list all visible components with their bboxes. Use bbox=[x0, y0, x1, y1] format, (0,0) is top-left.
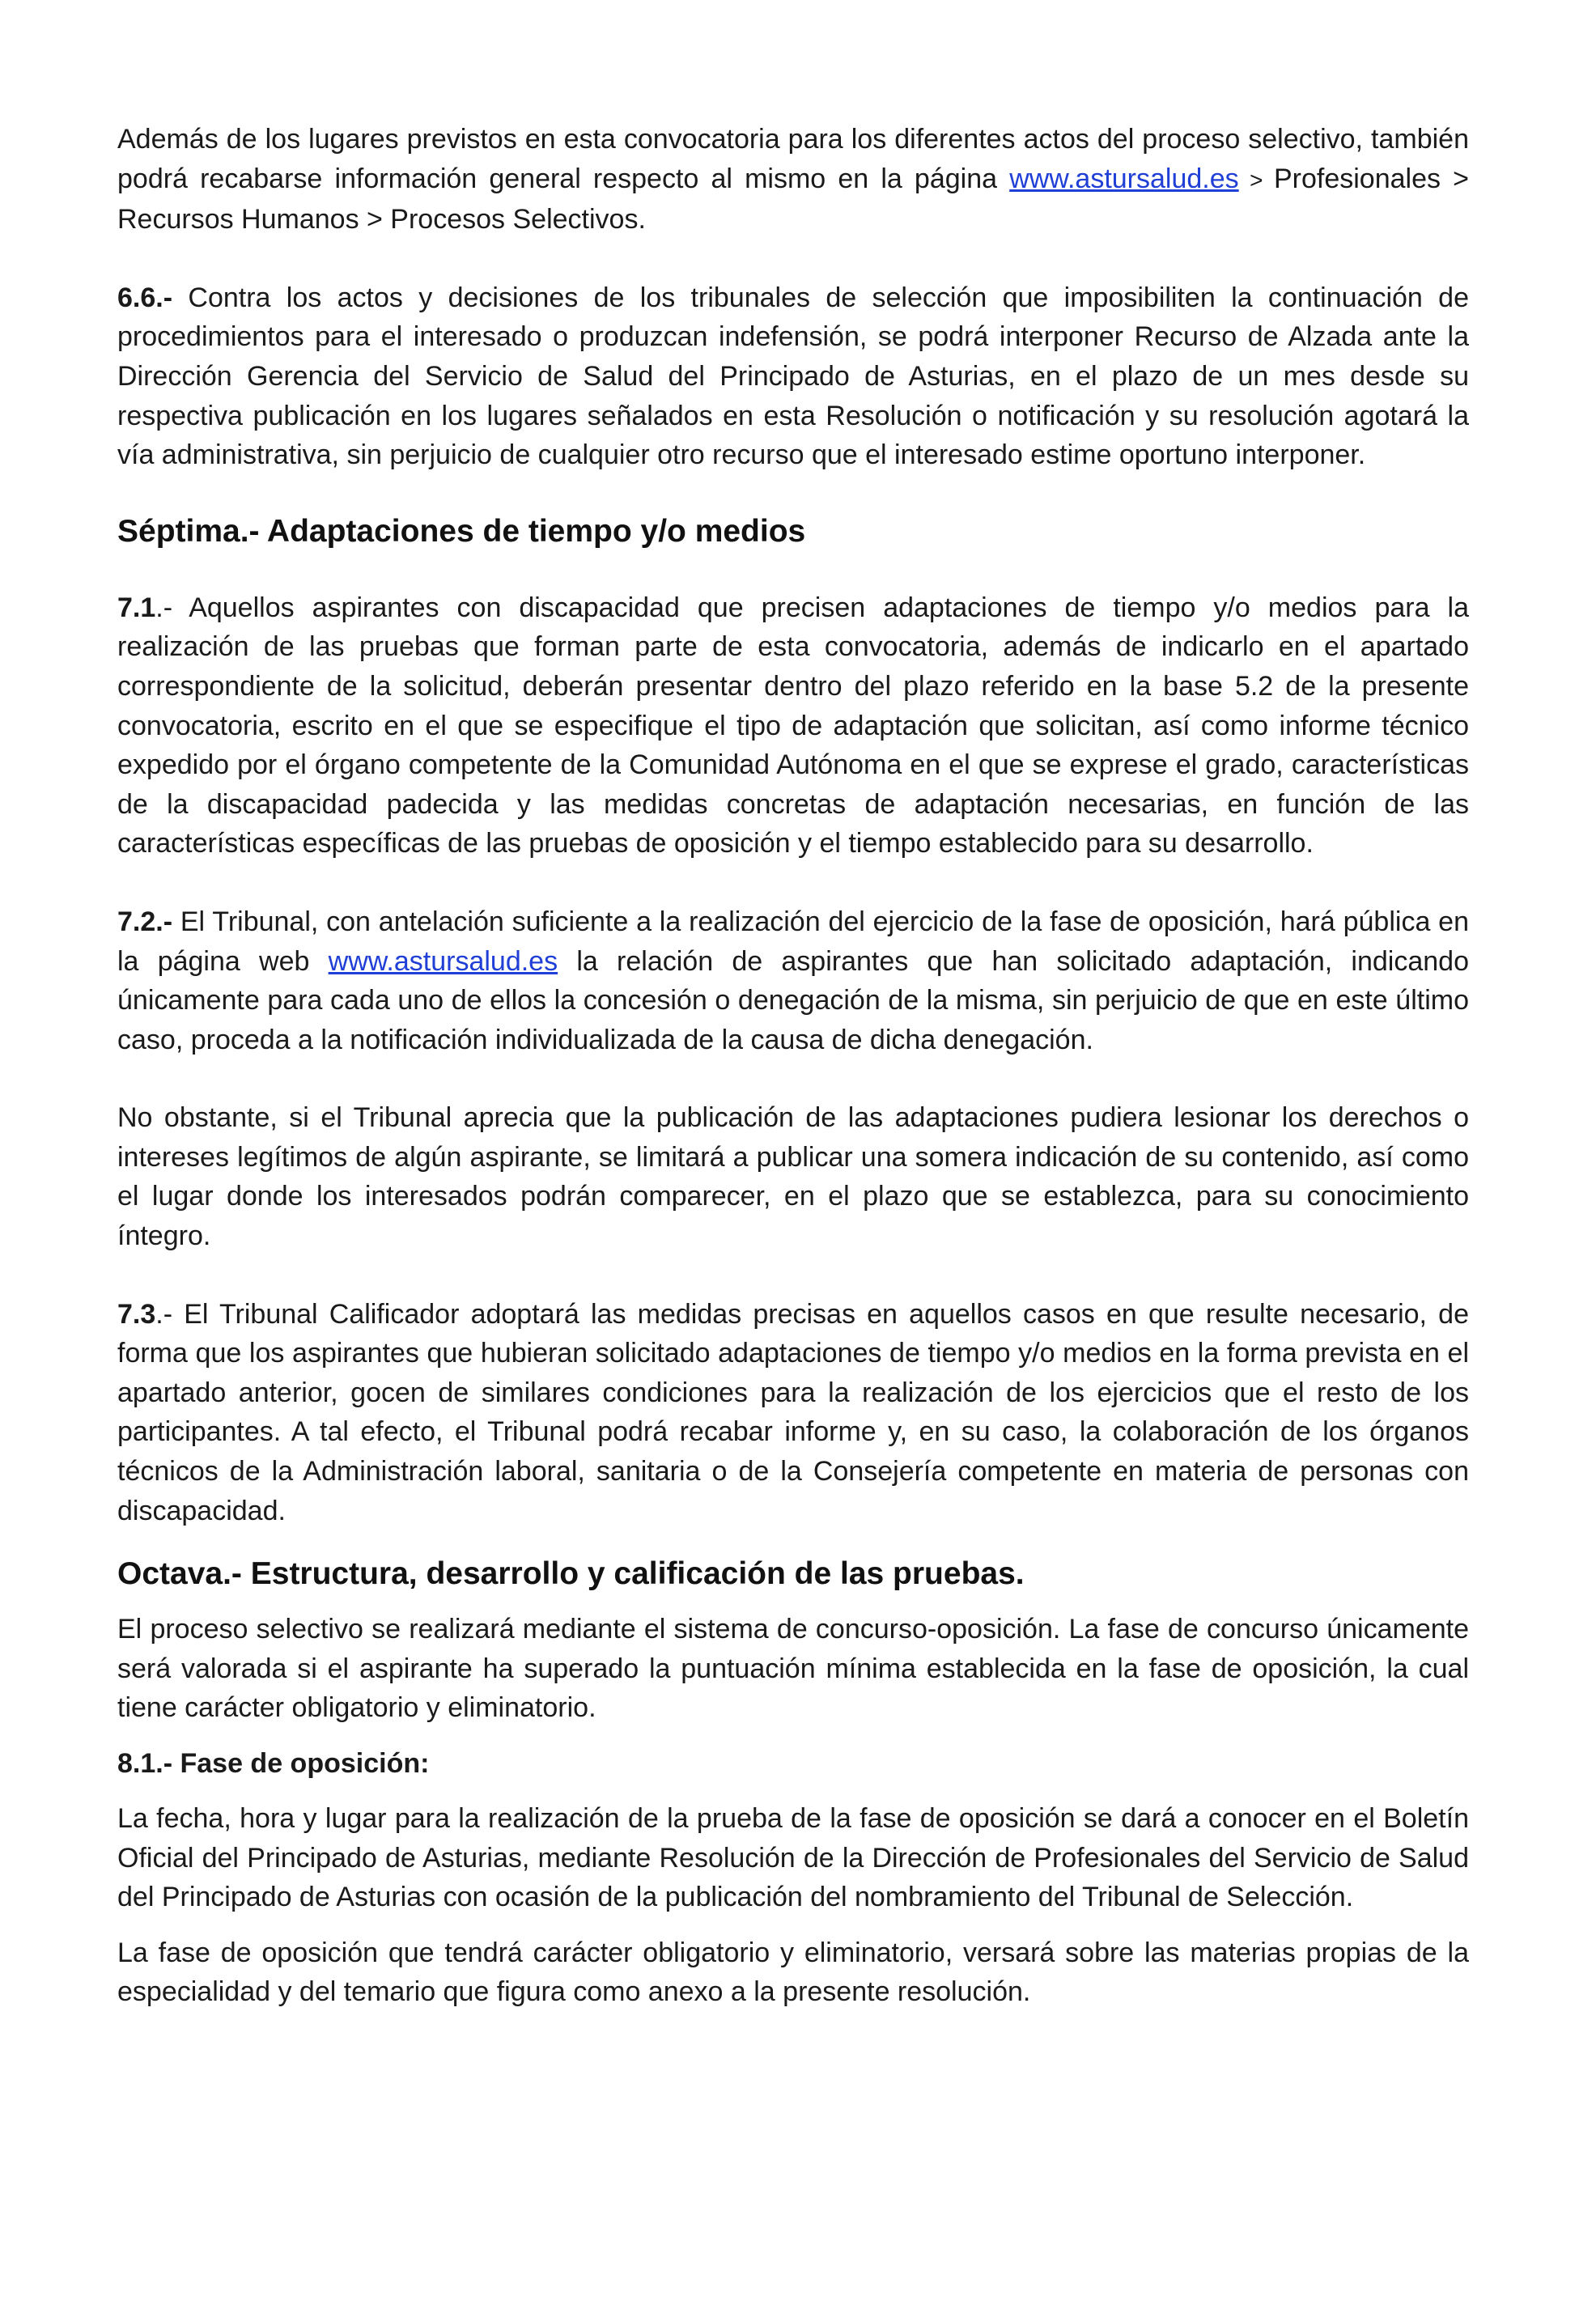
section-7-1-paragraph bbox=[117, 588, 1469, 864]
section-text: Contra los actos y decisiones de los tribunales de selección que imposibiliten la continuación de procedimientos para el interesado o produzcan indefensión, se podrá interponer Recurso de Alzada ante la Dirección Gerencia del Servicio de Salud del Principado de Asturias, en el plazo de un mes desde su respectiva publicación en los lugares señalados en esta Resolución o notificación y su resolución agotará la vía administrativa, sin perjuicio de cualquier otro recurso que el interesado estime oportuno interponer. bbox=[117, 282, 1469, 471]
astursalud-link[interactable]: www.astursalud.es bbox=[328, 945, 558, 977]
heading-octava: Octava.- Estructura, desarrollo y calificación de las pruebas. bbox=[117, 1556, 1025, 1592]
section-text-continued: la relación de aspirantes que han solicitado adaptación, indicando únicamente para cada uno de ellos la concesión o denegación de la misma, sin perjuicio de que en este último caso, proceda a la notificación individualizada de la causa de dicha denegación. bbox=[117, 945, 1469, 1055]
section-7-3-paragraph bbox=[117, 1295, 1469, 1531]
intro-paragraph bbox=[117, 120, 1469, 240]
intro-breadcrumb-text: Profesionales > Recursos Humanos > Procesos Selectivos. bbox=[117, 163, 1469, 236]
section-text: El Tribunal, con antelación suficiente a la realización del ejercicio de la fase de oposición, hará pública en la página web bbox=[117, 906, 1469, 977]
octava-paragraph: El proceso selectivo se realizará mediante el sistema de concurso-oposición. La fase de concurso únicamente será valorada si el aspirante ha superado la puntuación mínima establecida en la fase de oposición, la cual tiene carácter obligatorio y eliminatorio. bbox=[117, 1614, 1469, 1724]
section-6-6-paragraph bbox=[117, 278, 1469, 475]
document-page bbox=[117, 120, 1469, 2012]
section-7-2-paragraph bbox=[117, 902, 1469, 1059]
breadcrumb-separator: > bbox=[1238, 167, 1274, 193]
section-text: .- Aquellos aspirantes con discapacidad que precisen adaptaciones de tiempo y/o medios para la realización de las pruebas que forman parte de esta convocatoria, además de indicarlo en el apartado correspondiente de la solicitud, deberán presentar dentro del plazo referido en la base 5.2 de la presente convocatoria, escrito en el que se especifique el tipo de adaptación que solicitan, así como informe técnico expedido por el órgano competente de la Comunidad Autónoma en el que se exprese el grado, características de la discapacidad padecida y las medidas concretas de adaptación necesarias, en función de las características específicas de las pruebas de oposición y el tiempo establecido para su desarrollo. bbox=[117, 592, 1469, 859]
section-number: 6.6.- bbox=[117, 282, 173, 313]
section-8-1-paragraph-1: La fecha, hora y lugar para la realización de la prueba de la fase de oposición se dará a conocer en el Boletín Oficial del Principado de Asturias, mediante Resolución de la Dirección de Profesionales del Servicio de Salud del Principado de Asturias con ocasión de la publicación del nombramiento del Tribunal de Selección. bbox=[117, 1803, 1469, 1913]
section-text: .- El Tribunal Calificador adoptará las medidas precisas en aquellos casos en que resulte necesario, de forma que los aspirantes que hubieran solicitado adaptaciones de tiempo y/o medios en la forma prevista en el apartado anterior, gocen de similares condiciones para la realización de los ejercicios que el resto de los participantes. A tal efecto, el Tribunal podrá recabar informe y, en su caso, la colaboración de los órganos técnicos de la Administración laboral, sanitaria o de la Consejería competente en materia de personas con discapacidad. bbox=[117, 1298, 1469, 1526]
intro-text: Además de los lugares previstos en esta convocatoria para los diferentes actos del proceso selectivo, también podrá recabarse información general respecto al mismo en la página bbox=[117, 124, 1469, 194]
section-8-1-paragraph-2: La fase de oposición que tendrá carácter obligatorio y eliminatorio, versará sobre las materias propias de la especialidad y del temario que figura como anexo a la presente resolución. bbox=[117, 1937, 1469, 2008]
section-7-2-note-paragraph: No obstante, si el Tribunal aprecia que la publicación de las adaptaciones pudiera lesionar los derechos o intereses legítimos de algún aspirante, se limitará a publicar una somera indicación de su contenido, así como el lugar donde los interesados podrán comparecer, en el plazo que se establezca, para su conocimiento íntegro. bbox=[117, 1102, 1469, 1252]
section-number: 7.3 bbox=[117, 1298, 156, 1330]
section-number: 7.2.- bbox=[117, 906, 173, 937]
heading-8-1: 8.1.- Fase de oposición: bbox=[117, 1748, 430, 1779]
heading-septima: Séptima.- Adaptaciones de tiempo y/o medios bbox=[117, 513, 806, 549]
astursalud-link[interactable]: www.astursalud.es bbox=[1009, 163, 1239, 194]
section-number: 7.1 bbox=[117, 592, 156, 623]
